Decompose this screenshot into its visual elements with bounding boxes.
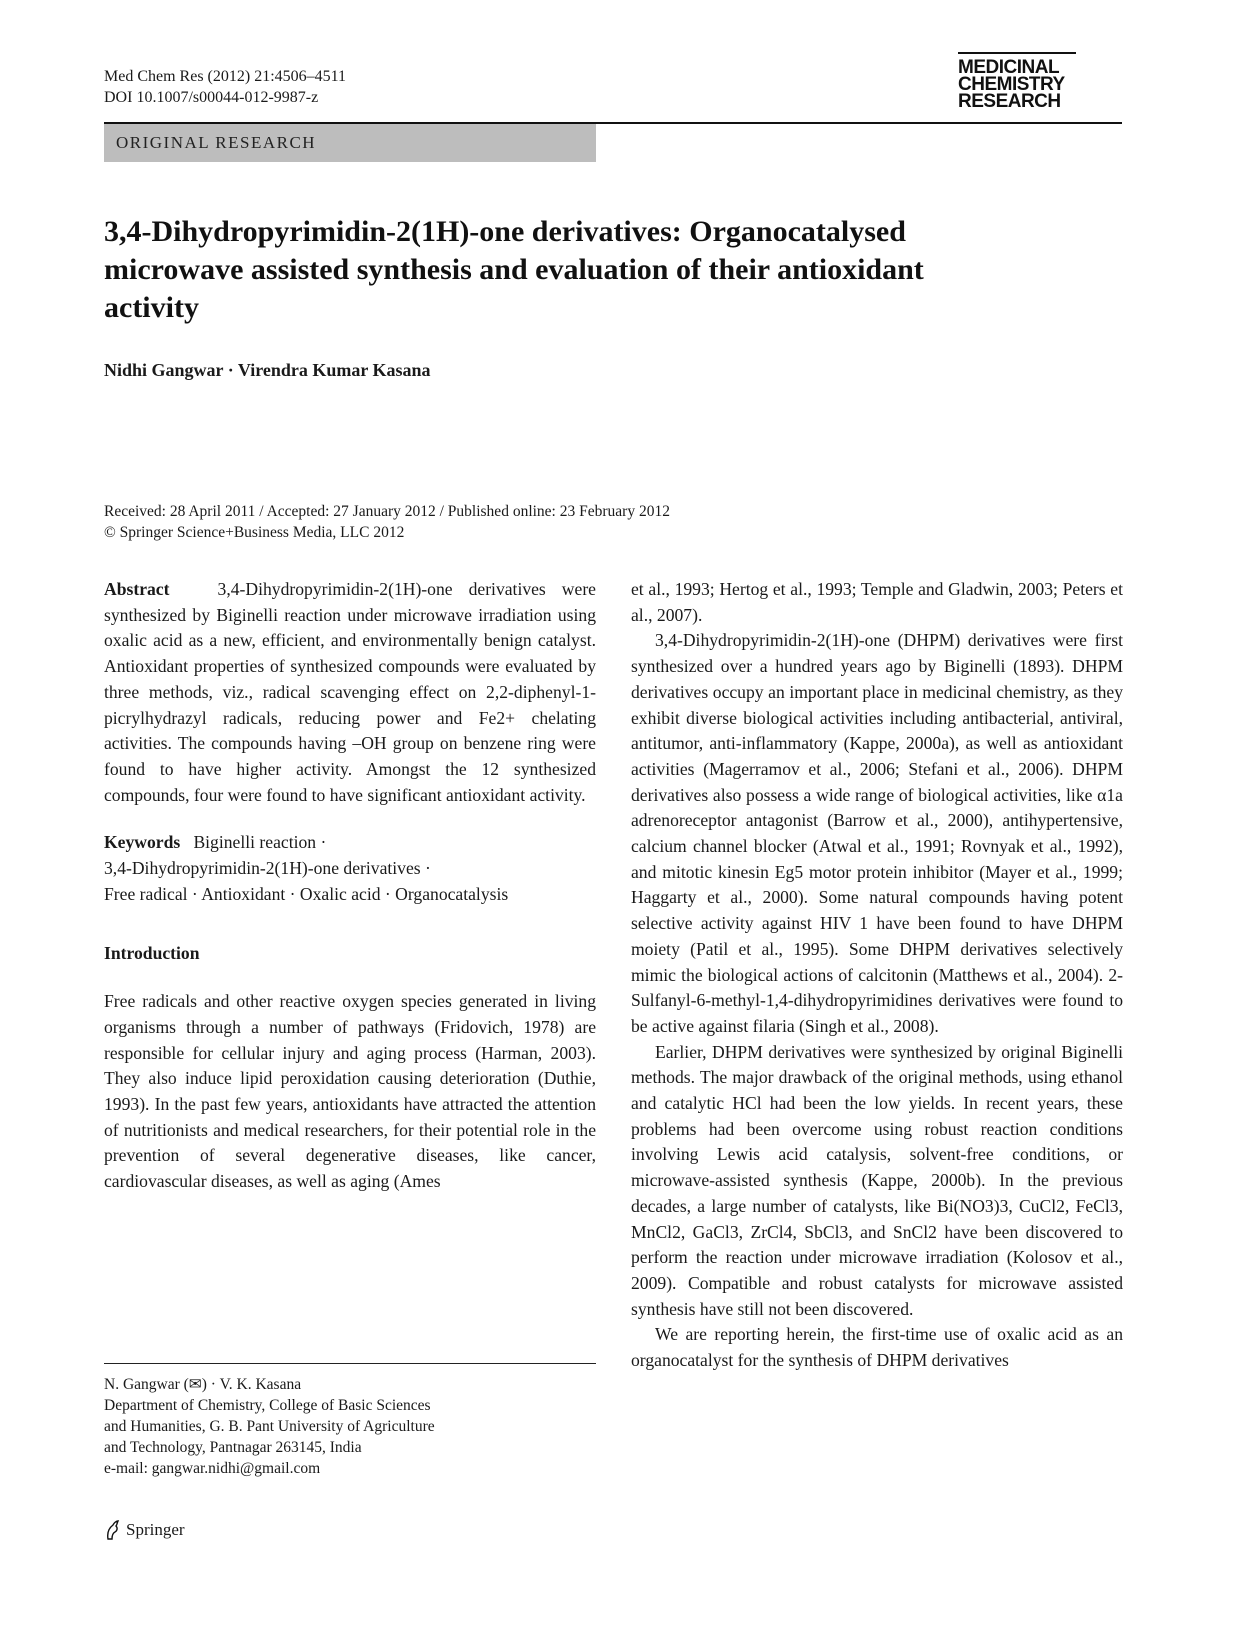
right-paragraph-2: Earlier, DHPM derivatives were synthesized by original Biginelli methods. The major drawback of the original methods, using ethanol and catalytic HCl had been the low yields. In recent years, these problems had been overcome using robust reaction conditions involving Lewis acid catalysis, solvent-free conditions, or microwave-assisted synthesis (Kappe, 2000b). In the previous decades, a large number of catalysts, like Bi(NO3)3, CuCl2, FeCl3, MnCl2, GaCl3, ZrCl4, SbCl3, and SnCl2 have been discovered to perform the reaction under microwave irradiation (Kolosov et al., 2009). Compatible and robust catalysts for microwave assisted synthesis have still not been discovered. — [631, 1041, 1123, 1319]
section-tag: ORIGINAL RESEARCH — [104, 124, 596, 162]
keywords-line-3: Free radical · Antioxidant · Oxalic acid · Organocatalysis — [104, 883, 509, 904]
abstract-label: Abstract — [104, 579, 170, 599]
journal-logo — [958, 52, 1076, 110]
affiliation-line-1: N. Gangwar (✉) · V. K. Kasana — [104, 1376, 302, 1393]
footnote-divider — [104, 1363, 596, 1364]
title-line-1: 3,4-Dihydropyrimidin-2(1H)-one derivatives: Organocatalysed — [104, 215, 906, 248]
affiliation-line-2: Department of Chemistry, College of Basic Sciences — [104, 1397, 431, 1414]
introduction-heading: Introduction — [104, 943, 200, 964]
logo-line-1: MEDICINAL — [958, 57, 1060, 78]
publication-dates — [104, 501, 670, 543]
title-line-3: activity — [104, 291, 199, 324]
affiliation-line-3: and Humanities, G. B. Pant University of Agriculture — [104, 1418, 435, 1435]
springer-horse-icon — [104, 1519, 120, 1541]
affiliation-line-4: and Technology, Pantnagar 263145, India — [104, 1439, 362, 1456]
keywords — [104, 830, 596, 907]
page-footer — [104, 1519, 185, 1541]
right-paragraph-3: We are reporting herein, the first-time use of oxalic acid as an organocatalyst for the synthesis of DHPM derivatives — [631, 1324, 1123, 1371]
keywords-line-1: Biginelli reaction · — [193, 832, 327, 853]
doi: DOI 10.1007/s00044-012-9987-z — [104, 89, 319, 106]
authors: Nidhi Gangwar · Virendra Kumar Kasana — [104, 360, 431, 380]
publisher-name: Springer — [126, 1520, 185, 1539]
logo-bar — [958, 52, 1076, 54]
journal-citation: Med Chem Res (2012) 21:4506–4511 — [104, 68, 347, 85]
history-dates: Received: 28 April 2011 / Accepted: 27 January 2012 / Published online: 23 February 2012 — [104, 503, 670, 520]
right-column — [631, 577, 1123, 1374]
left-column — [104, 577, 596, 1195]
logo-line-3: RESEARCH — [958, 91, 1061, 112]
keywords-label: Keywords — [104, 832, 181, 853]
keywords-line-2: 3,4-Dihydropyrimidin-2(1H)-one derivatives · — [104, 858, 431, 879]
abstract-text: 3,4-Dihydropyrimidin-2(1H)-one derivatives were synthesized by Biginelli reaction under microwave irradiation using oxalic acid as a new, efficient, and environmentally benign catalyst. Antioxidant properties of synthesized compounds were evaluated by three methods, viz., radical scavenging effect on 2,2-diphenyl-1-picrylhydrazyl radicals, reducing power and Fe2+ chelating activities. The compounds having –OH group on benzene ring were found to have higher activity. Amongst the 12 synthesized compounds, four were found to have significant antioxidant activity. — [104, 579, 596, 805]
logo-line-2: CHEMISTRY — [958, 74, 1065, 95]
right-paragraph-0: et al., 1993; Hertog et al., 1993; Temple and Gladwin, 2003; Peters et al., 2007). — [631, 579, 1123, 625]
title-line-2: microwave assisted synthesis and evaluation of their antioxidant — [104, 253, 924, 286]
affiliation-email: e-mail: gangwar.nidhi@gmail.com — [104, 1460, 321, 1477]
abstract — [104, 577, 596, 808]
copyright: © Springer Science+Business Media, LLC 2012 — [104, 524, 405, 541]
author-affiliation — [104, 1374, 435, 1479]
journal-reference — [104, 66, 346, 108]
right-paragraph-1: 3,4-Dihydropyrimidin-2(1H)-one (DHPM) derivatives were first synthesized over a hundred years ago by Biginelli (1893). DHPM derivatives occupy an important place in medicinal chemistry, as they exhibit diverse biological activities including antibacterial, antiviral, antitumor, anti-inflammatory (Kappe, 2000a), as well as antioxidant activities (Magerramov et al., 2006; Stefani et al., 2006). DHPM derivatives also possess a wide range of biological activities, like α1a adrenoreceptor antagonist (Barrow et al., 2000), antihypertensive, calcium channel blocker (Atwal et al., 1991; Rovnyak et al., 1992), and mitotic kinesin Eg5 motor protein inhibitor (Mayer et al., 1999; Haggarty et al., 2000). Some natural compounds having potent selective activity against HIV 1 have been found to have DHPM moiety (Patil et al., 1995). Some DHPM derivatives selectively mimic the biological actions of calcitonin (Matthews et al., 2004). 2-Sulfanyl-6-methyl-1,4-dihydropyrimidines derivatives were found to be active against filaria (Singh et al., 2008). — [631, 630, 1123, 1036]
article-title — [104, 213, 1124, 327]
introduction-paragraph: Free radicals and other reactive oxygen species generated in living organisms through a number of pathways (Fridovich, 1978) are responsible for cellular injury and aging process (Harman, 2003). They also induce lipid peroxidation causing deterioration (Duthie, 1993). In the past few years, antioxidants have attracted the attention of nutritionists and medical researchers, for their potential role in the prevention of several degenerative diseases, like cancer, cardiovascular diseases, as well as aging (Ames — [104, 991, 596, 1192]
